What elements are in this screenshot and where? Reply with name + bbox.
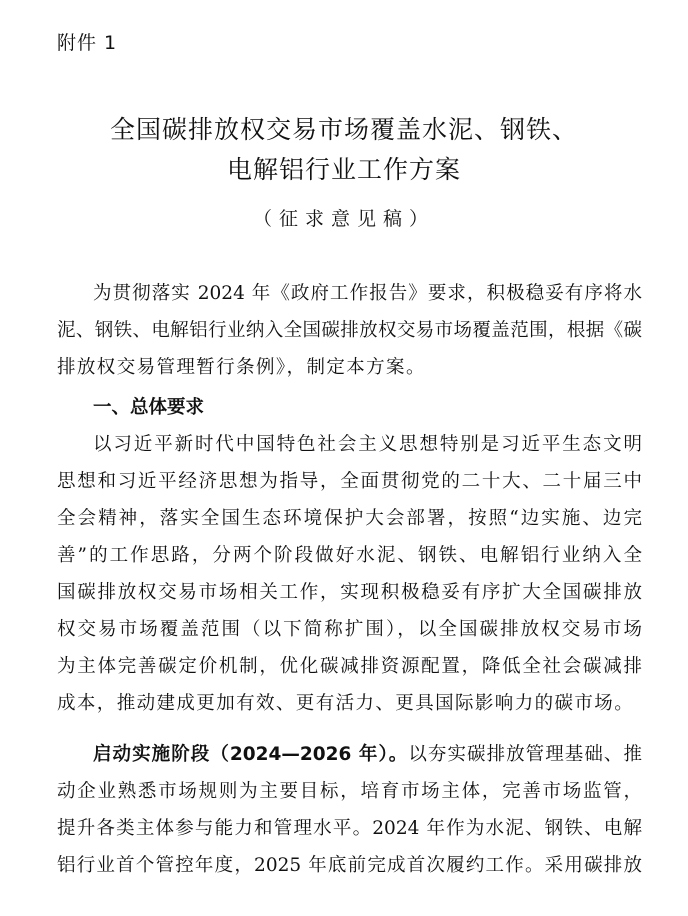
phase-label: 启动实施阶段（2024—2026 年）。 bbox=[93, 744, 409, 765]
paragraph-2-line: 以习近平新时代中国特色社会主义思想特别是习近平生态文明 bbox=[93, 434, 642, 455]
paragraph-1-line: 排放权交易管理暂行条例》，制定本方案。 bbox=[57, 357, 426, 378]
document-title-line-2: 电解铝行业工作方案 bbox=[226, 155, 461, 184]
paragraph-3-line: 铝行业首个管控年度，2025 年底前完成首次履约工作。采用碳排放 bbox=[57, 855, 642, 876]
section-heading: 一、总体要求 bbox=[93, 397, 205, 418]
paragraph-2-line: 成本，推动建成更加有效、更有活力、更具国际影响力的碳市场。 bbox=[57, 693, 635, 714]
paragraph-2-line: 全会精神，落实全国生态环境保护大会部署，按照“边实施、边完 bbox=[57, 508, 642, 529]
paragraph-2-line: 思想和习近平经济思想为指导，全面贯彻党的二十大、二十届三中 bbox=[57, 471, 642, 492]
paragraph-1-line: 泥、钢铁、电解铝行业纳入全国碳排放权交易市场覆盖范围，根据《碳 bbox=[57, 320, 642, 341]
paragraph-1-line: 为贯彻落实 2024 年《政府工作报告》要求，积极稳妥有序将水 bbox=[93, 283, 642, 304]
document-subtitle: （征求意见稿） bbox=[252, 208, 435, 230]
paragraph-2-line: 权交易市场覆盖范围（以下简称扩围），以全国碳排放权交易市场 bbox=[57, 619, 642, 640]
document-title-line-1: 全国碳排放权交易市场覆盖水泥、钢铁、 bbox=[109, 115, 578, 144]
attachment-label: 附件 1 bbox=[57, 32, 118, 54]
paragraph-2-line: 善”的工作思路，分两个阶段做好水泥、钢铁、电解铝行业纳入全 bbox=[57, 545, 642, 566]
paragraph-3-first-line-text: 以夯实碳排放管理基础、推 bbox=[408, 744, 642, 765]
paragraph-3-line: 提升各类主体参与能力和管理水平。2024 年作为水泥、钢铁、电解 bbox=[57, 818, 642, 839]
paragraph-3-line: 动企业熟悉市场规则为主要目标，培育市场主体，完善市场监管， bbox=[57, 781, 642, 802]
paragraph-2-line: 为主体完善碳定价机制，优化碳减排资源配置，降低全社会碳减排 bbox=[57, 656, 642, 677]
paragraph-3-first-line bbox=[93, 740, 642, 770]
paragraph-2-line: 国碳排放权交易市场相关工作，实现积极稳妥有序扩大全国碳排放 bbox=[57, 582, 642, 603]
